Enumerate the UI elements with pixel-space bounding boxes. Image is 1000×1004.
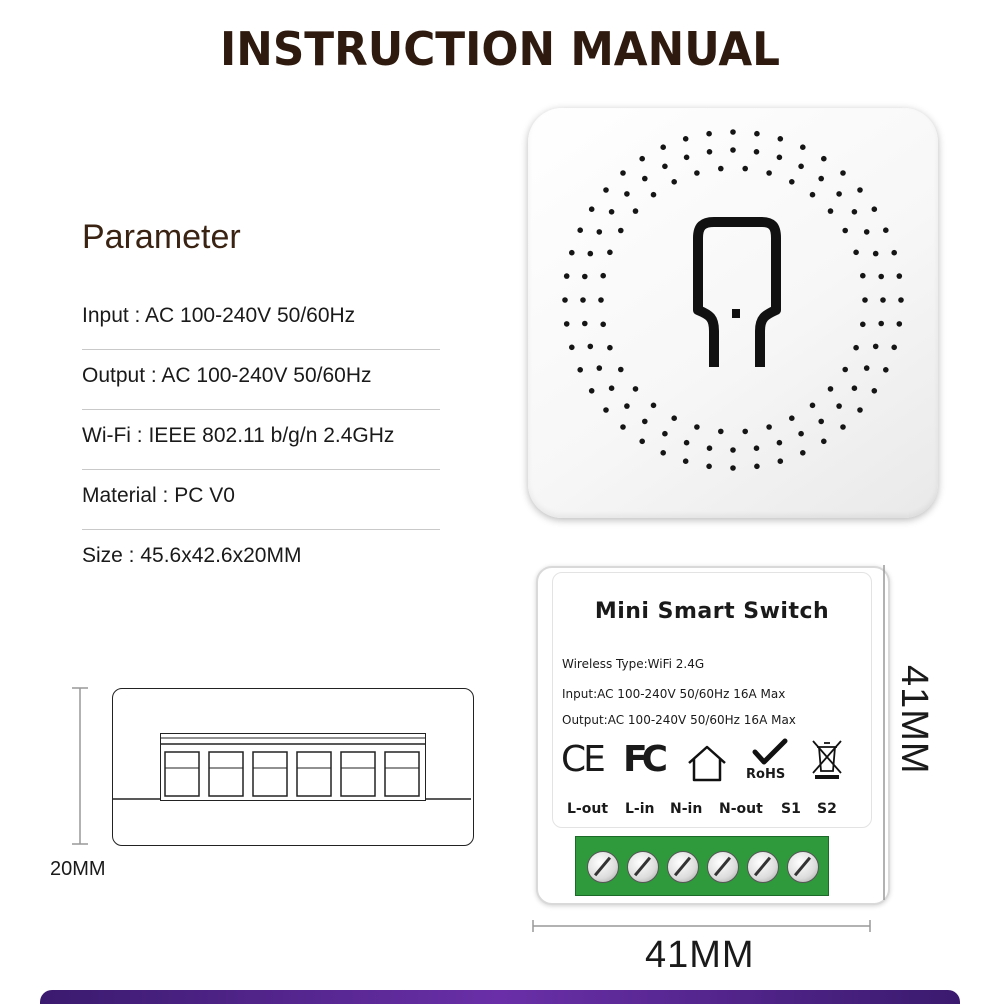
terminal-label-l-in: L-in [625,801,655,817]
label-input: Input:AC 100-240V 50/60Hz 16A Max [562,687,786,701]
screw-icon [707,851,739,883]
height-dimension: 20MM [50,858,106,880]
terminal-label-n-out: N-out [719,801,763,817]
terminal-label-l-out: L-out [567,801,609,817]
screw-icon [747,851,779,883]
terminal-label-s2: S2 [817,801,837,817]
crossed-bin-icon [807,737,847,781]
connector-slots [161,734,425,800]
parameter-size: Size : 45.6x42.6x20MM [82,544,302,567]
parameter-wifi: Wi-Fi : IEEE 802.11 b/g/n 2.4GHz [82,410,440,470]
parameter-heading: Parameter [82,218,241,256]
fcc-mark: FC [623,739,663,780]
label-title: Mini Smart Switch [594,599,830,624]
parameter-output: Output : AC 100-240V 50/60Hz [82,350,440,410]
terminal-block [575,836,829,896]
screw-icon [587,851,619,883]
device-top-view [528,108,938,518]
terminal-label-n-in: N-in [670,801,703,817]
side-connector [160,733,426,801]
screw-icon [787,851,819,883]
rohs-mark: RoHS [746,767,786,782]
parameter-material: Material : PC V0 [82,470,440,530]
label-wireless-type: Wireless Type:WiFi 2.4G [562,657,705,671]
house-icon [685,743,729,783]
terminal-label-s1: S1 [781,801,801,817]
power-button-icon [528,108,938,518]
page-title: INSTRUCTION MANUAL [219,22,781,76]
length-dimension: 41MM [893,665,935,775]
product-label [552,572,872,828]
screw-icon [627,851,659,883]
checkmark-icon [749,738,789,766]
width-dimension: 41MM [645,934,755,976]
parameter-input: Input : AC 100-240V 50/60Hz [82,290,440,350]
screw-icon [667,851,699,883]
bottom-accent-bar [40,990,960,1004]
label-output: Output:AC 100-240V 50/60Hz 16A Max [562,713,796,727]
parameter-list [82,290,440,590]
ce-mark: CE [561,739,603,780]
